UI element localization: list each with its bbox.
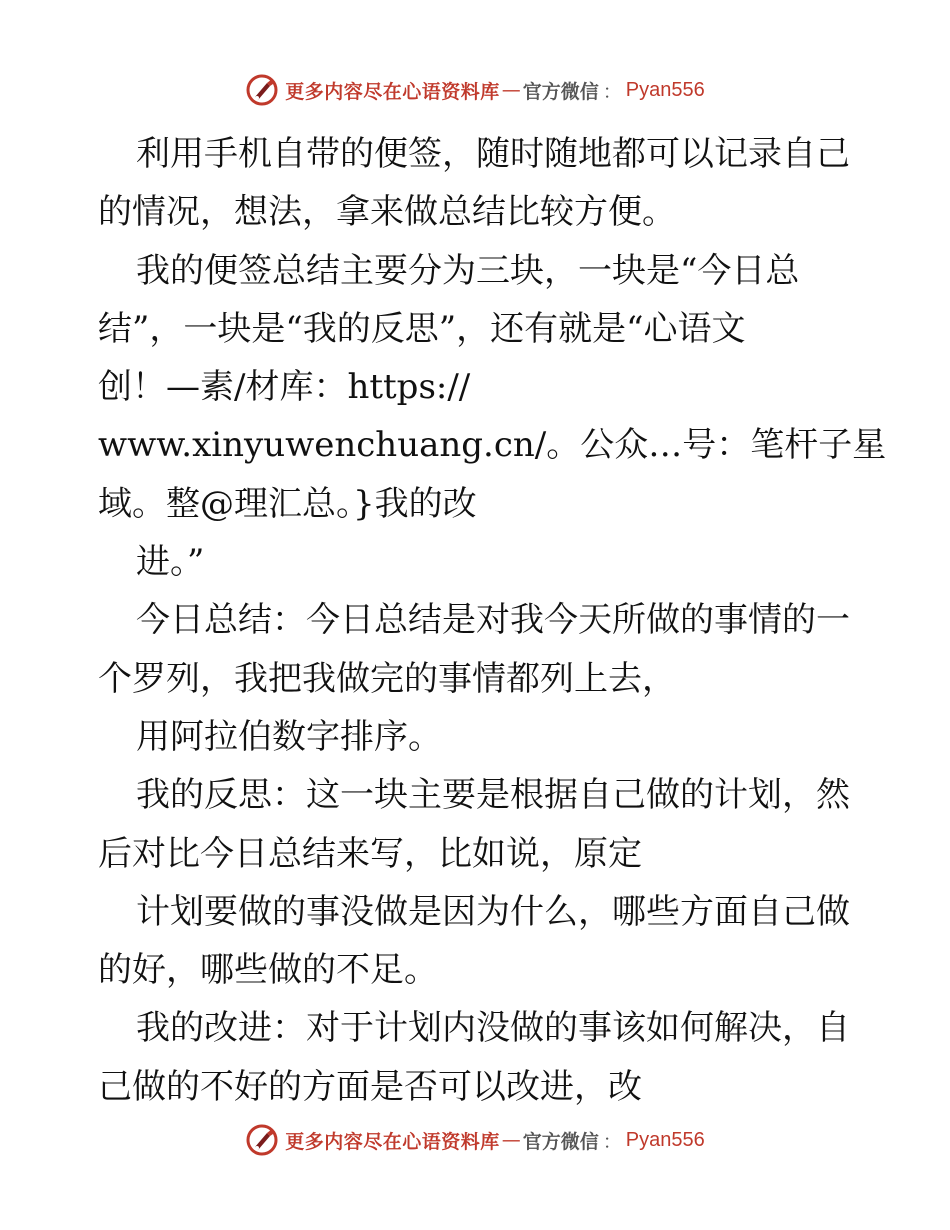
footer-main-text: 更多内容尽在心语资料库 xyxy=(285,1130,500,1153)
header-dash: — xyxy=(501,79,521,101)
paragraph-line: 用阿拉伯数字排序。 xyxy=(136,716,442,757)
header-colon: ： xyxy=(602,80,622,103)
footer-wechat-id: Pyan556 xyxy=(625,1128,705,1151)
paragraph-line: 的好，哪些做的不足。 xyxy=(98,950,438,991)
paragraph-line: 域。整@理汇总。}我的改 xyxy=(98,483,477,524)
paragraph-line: 今日总结：今日总结是对我今天所做的事情的一 xyxy=(136,600,850,641)
paragraph-line: 我的便签总结主要分为三块，一块是“今日总 xyxy=(136,250,800,291)
paragraph-line: 我的反思：这一块主要是根据自己做的计划，然 xyxy=(136,775,850,816)
footer-colon: ： xyxy=(602,1130,622,1153)
footer-banner xyxy=(0,1120,950,1160)
paragraph-line: 个罗列，我把我做完的事情都列上去， xyxy=(98,658,676,699)
paragraph-line: 利用手机自带的便签，随时随地都可以记录自己 xyxy=(136,134,850,174)
header-wechat-id: Pyan556 xyxy=(625,78,705,101)
paragraph-line: 计划要做的事没做是因为什么，哪些方面自己做 xyxy=(136,891,850,932)
paragraph-line: 己做的不好的方面是否可以改进，改 xyxy=(98,1066,642,1107)
document-body xyxy=(98,125,887,1116)
header-wechat-label: 官方微信 xyxy=(522,80,599,103)
paragraph-line: www.xinyuwenchuang.cn/。公众…号：笔杆子星 xyxy=(98,425,887,466)
paragraph-line: 的情况，想法，拿来做总结比较方便。 xyxy=(98,192,676,233)
paragraph-line: 我的改进：对于计划内没做的事该如何解决，自 xyxy=(136,1008,850,1049)
pen-nib-logo-icon xyxy=(245,73,279,107)
header-main-text: 更多内容尽在心语资料库 xyxy=(285,80,500,103)
pen-nib-logo-icon xyxy=(245,1123,279,1157)
paragraph-line: 进。” xyxy=(136,542,205,583)
header-banner xyxy=(0,70,950,110)
paragraph-line: 后对比今日总结来写，比如说，原定 xyxy=(98,833,642,874)
footer-dash: — xyxy=(501,1129,521,1151)
paragraph-line: 创！—素/材库：https:// xyxy=(98,367,471,408)
footer-wechat-label: 官方微信 xyxy=(522,1130,599,1153)
paragraph-line: 结”，一块是“我的反思”，还有就是“心语文 xyxy=(98,308,746,349)
